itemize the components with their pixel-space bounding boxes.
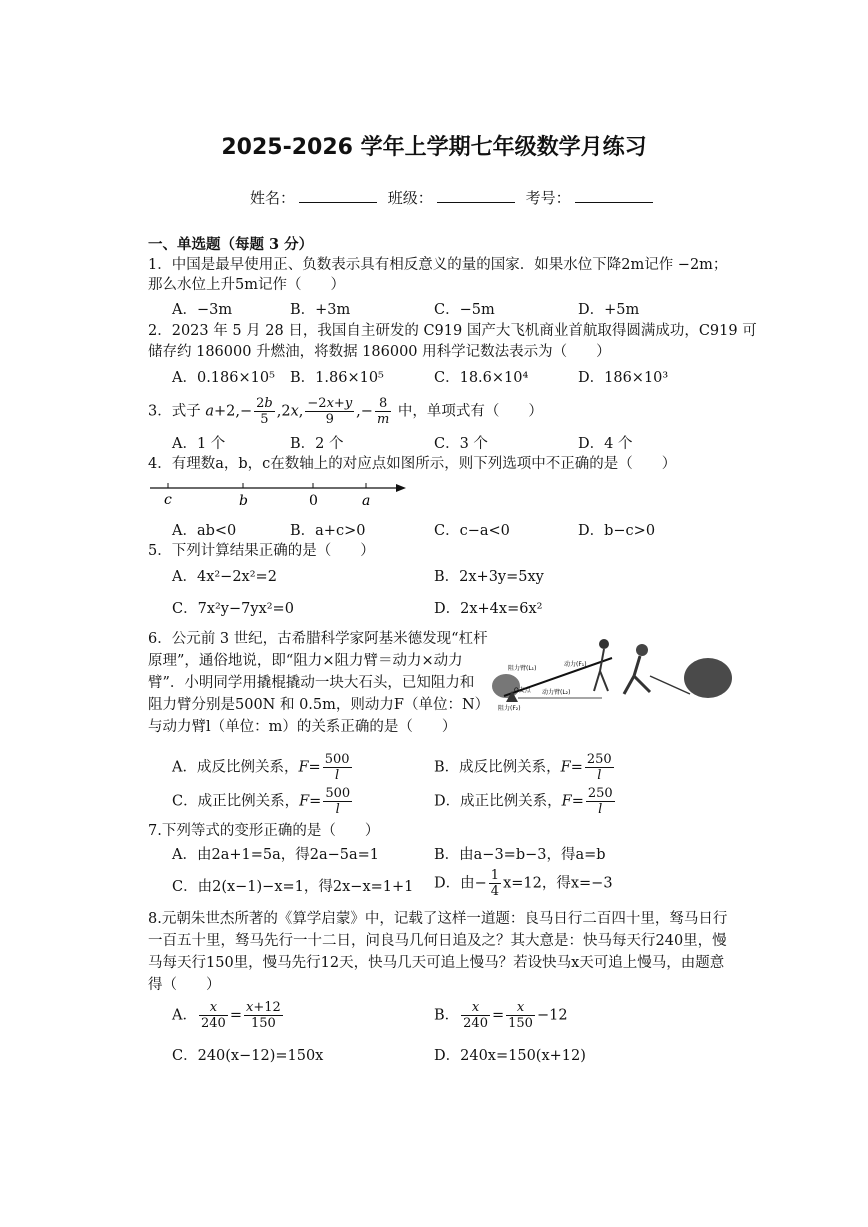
resistance-force-label: 阻力(F₂)	[498, 705, 521, 712]
q4-line1: 4．有理数a，b，c在数轴上的对应点如图所示，则下列选项中不正确的是（ ）	[148, 456, 677, 472]
q6-option-b[interactable]: B．成反比例关系，F= $\frac{250}{l}$	[434, 752, 612, 783]
origin-label: 0	[309, 493, 318, 508]
class-field[interactable]	[437, 188, 515, 203]
point-a-label: a	[362, 493, 371, 508]
q1-line2: 那么水位上升5m记作（ ）	[148, 277, 345, 293]
q4-option-d[interactable]: D．b−c>0	[578, 523, 656, 539]
worker-head	[636, 644, 648, 656]
q6-option-d[interactable]: D．成正比例关系，F= $\frac{250}{l}$	[434, 786, 613, 817]
q8-option-c[interactable]: C．240(x−12)=150x	[172, 1048, 324, 1064]
q6-line2: 原理”，通俗地说，即“阻力×阻力臂＝动力×动力	[148, 653, 463, 669]
q3-option-d[interactable]: D．4 个	[578, 436, 633, 452]
q4-option-a[interactable]: A．ab<0	[172, 523, 237, 539]
q2-line1: 2．2023 年 5 月 28 日，我国自主研发的 C919 国产大飞机商业首航取得圆满成功，C919 可	[148, 323, 757, 339]
q7-option-a[interactable]: A．由2a+1=5a，得2a−5a=1	[172, 847, 379, 863]
effort-force-label: 动力(F₁)	[564, 661, 587, 668]
q6-line3: 臂”．小明同学用撬棍撬动一块大石头，已知阻力和	[148, 675, 475, 691]
q7-line1: 7.下列等式的变形正确的是（ ）	[148, 823, 380, 839]
q6-line4: 阻力臂分别是500N 和 0.5m，则动力F（单位：N）	[148, 697, 490, 713]
q8-line1: 8.元朝朱世杰所著的《算学启蒙》中，记载了这样一道题：良马日行二百四十里，驽马日行	[148, 911, 728, 927]
id-field[interactable]	[575, 188, 653, 203]
q1-option-b[interactable]: B．+3m	[290, 302, 351, 318]
effort-arm-label: 动力臂(L₂)	[542, 689, 571, 696]
number-line-figure	[148, 478, 410, 508]
q7-option-b[interactable]: B．由a−3=b−3，得a=b	[434, 847, 606, 863]
q5-option-c[interactable]: C．7x²y−7yx²=0	[172, 601, 294, 617]
q8-option-b[interactable]: B． $\frac{x}{240}$ = $\frac{x}{150}$ −12	[434, 1000, 568, 1031]
point-b-label: b	[239, 493, 248, 508]
name-field[interactable]	[299, 188, 377, 203]
q1-option-a[interactable]: A．−3m	[172, 302, 233, 318]
q2-option-d[interactable]: D．186×10³	[578, 370, 669, 386]
q1-option-d[interactable]: D．+5m	[578, 302, 640, 318]
q8-line2: 一百五十里，驽马先行一十二日，问良马几何日追及之？其大意是：快马每天行240里，慢	[148, 933, 727, 949]
q2-option-c[interactable]: C．18.6×10⁴	[434, 370, 529, 386]
q2-line2: 储存约 186000 升燃油，将数据 186000 用科学记数法表示为（ ）	[148, 344, 611, 360]
lever-figure	[484, 636, 734, 718]
resistance-arm-label: 阻力臂(L₁)	[508, 665, 537, 672]
q4-option-b[interactable]: B．a+c>0	[290, 523, 366, 539]
id-label: 考号：	[525, 189, 571, 207]
q3-option-a[interactable]: A．1 个	[172, 436, 226, 452]
q3-option-b[interactable]: B．2 个	[290, 436, 344, 452]
q3-option-c[interactable]: C．3 个	[434, 436, 488, 452]
pivot-label: O支点	[514, 687, 531, 694]
q1-line1: 1．中国是最早使用正、负数表示具有相反意义的量的国家．如果水位下降2m记作 −2m；	[148, 257, 728, 273]
q6-line1: 6．公元前 3 世纪，古希腊科学家阿基米德发现“杠杆	[148, 631, 488, 647]
q4-option-c[interactable]: C．c−a<0	[434, 523, 510, 539]
class-label: 班级：	[387, 189, 433, 207]
q3-line: 3．式子 a+2,− $\frac{2b}{5}$ ,2x, $\frac{-2x+y}{9}$ ,− $\frac{8}{m}$ 中，单项式有（ ）	[148, 396, 543, 427]
q8-option-d[interactable]: D．240x=150(x+12)	[434, 1048, 586, 1064]
name-label: 姓名：	[250, 189, 296, 207]
big-stone	[684, 658, 732, 698]
student-info	[250, 187, 659, 208]
person-head	[599, 639, 609, 649]
q2-option-b[interactable]: B．1.86×10⁵	[290, 370, 384, 386]
q6-line5: 与动力臂l（单位：m）的关系正确的是（ ）	[148, 719, 457, 735]
q7-option-c[interactable]: C．由2(x−1)−x=1，得2x−x=1+1	[172, 879, 414, 895]
q2-option-a[interactable]: A．0.186×10⁵	[172, 370, 275, 386]
section-heading: 一、单选题（每题 3 分）	[148, 236, 314, 253]
q6-option-a[interactable]: A．成反比例关系，F= $\frac{500}{l}$	[172, 752, 350, 783]
page-title: 2025-2026 学年上学期七年级数学月练习	[221, 135, 647, 160]
pry-bar	[650, 676, 690, 694]
q8-option-a[interactable]: A． $\frac{x}{240}$ = $\frac{x+12}{150}$	[172, 1000, 281, 1031]
q6-option-c[interactable]: C．成正比例关系，F= $\frac{500}{l}$	[172, 786, 351, 817]
q5-option-b[interactable]: B．2x+3y=5xy	[434, 569, 544, 585]
q5-line1: 5．下列计算结果正确的是（ ）	[148, 543, 375, 559]
q8-line4: 得（ ）	[148, 977, 221, 993]
q7-option-d[interactable]: D．由− $\frac{1}{4}$ x=12，得x=−3	[434, 868, 613, 899]
q8-line3: 马每天行150里，慢马先行12天，快马几天可追上慢马？若设快马x天可追上慢马，由题意	[148, 955, 725, 971]
q3-prefix: 3．式子	[148, 403, 201, 420]
q3-suffix: 中，单项式有（ ）	[397, 403, 543, 420]
axis-arrow	[396, 484, 406, 492]
q1-option-c[interactable]: C．−5m	[434, 302, 495, 318]
q5-option-d[interactable]: D．2x+4x=6x²	[434, 601, 543, 617]
point-c-label: c	[164, 492, 172, 508]
q5-option-a[interactable]: A．4x²−2x²=2	[172, 569, 277, 585]
